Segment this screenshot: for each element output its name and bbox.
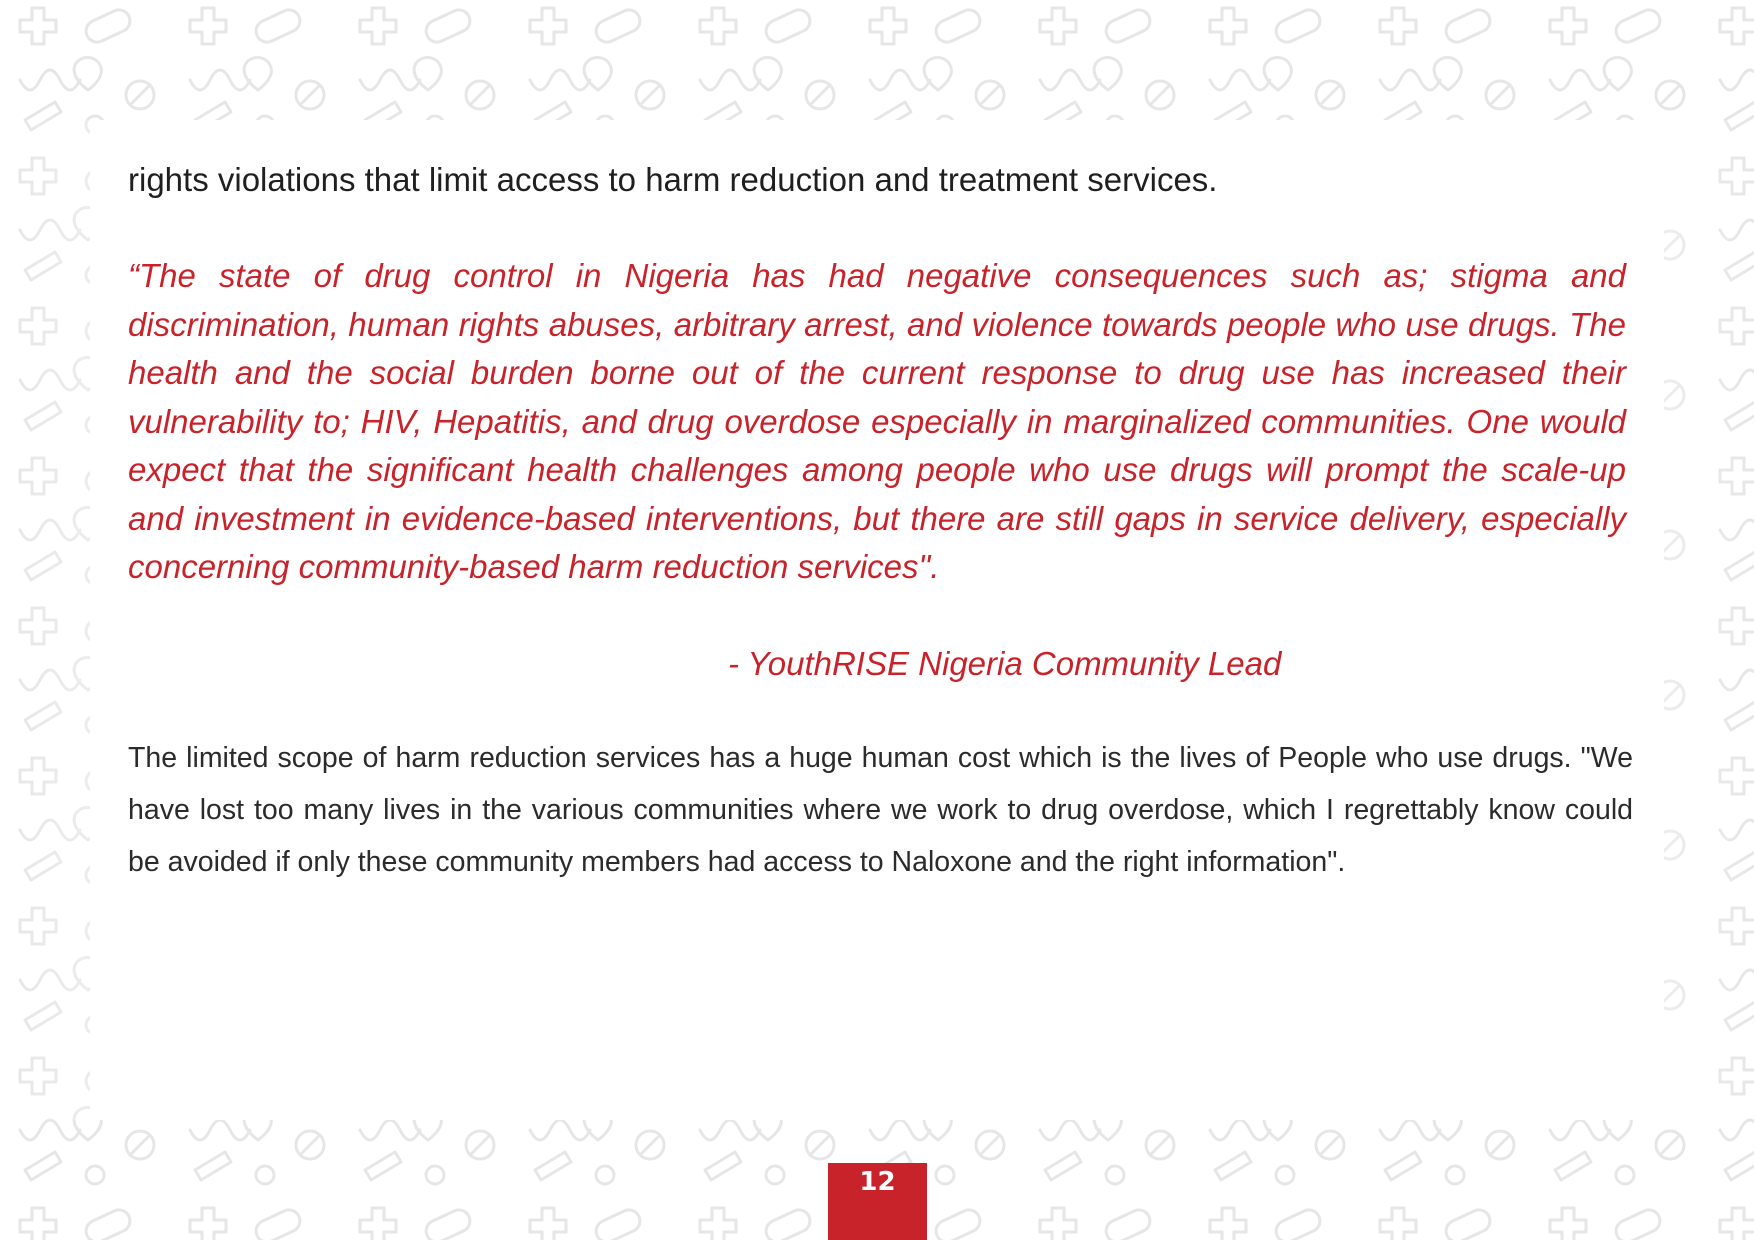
intro-line: rights violations that limit access to harm reduction and treatment services. xyxy=(128,161,1218,198)
page-number: 12 xyxy=(859,1167,896,1197)
pull-quote: “The state of drug control in Nigeria has had negative consequences such as; stigma and discrimination, human rights abuses, arbitrary arrest, and violence towards people who use drugs. The health and the social burden borne out of the current response to drug use has increased their vulnerability to; HIV, Hepatitis, and drug overdose especially in marginalized communities. One would expect that the significant health challenges among people who use drugs will prompt the scale-up and investment in evidence-based interventions, but there are still gaps in service delivery, especially concerning community-based harm reduction services". xyxy=(128,257,1626,585)
quote-attribution: - YouthRISE Nigeria Community Lead xyxy=(728,645,1282,682)
body-paragraph: The limited scope of harm reduction services has a huge human cost which is the lives of People who use drugs. "We have lost too many lives in the various communities where we work to drug overdose, which I regrettably know could be avoided if only these community members had access to Naloxone and the right information". xyxy=(128,742,1633,878)
page-number-badge xyxy=(828,1163,927,1240)
